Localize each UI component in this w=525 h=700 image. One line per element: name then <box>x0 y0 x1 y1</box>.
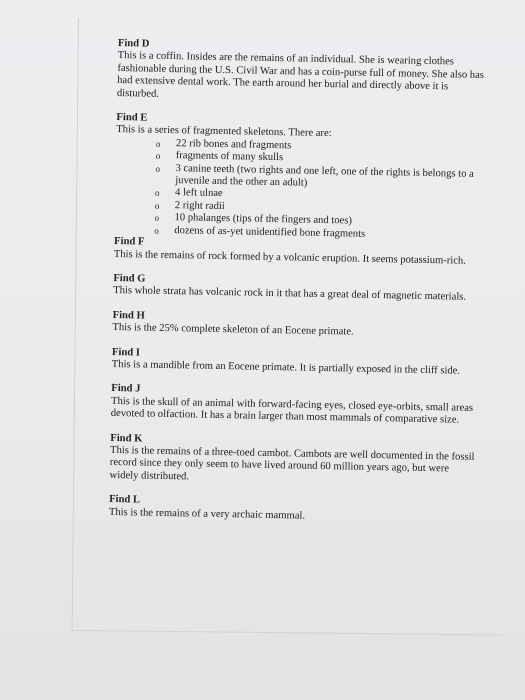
list-item-text: 10 phalanges (tips of the fingers and toes) <box>174 212 353 227</box>
find-e-entry <box>114 112 486 243</box>
list-item-text: 3 canine teeth (two rights and one left, one of the rights is belongs to a juvenile and the other an adult) <box>175 162 474 189</box>
find-h-entry <box>112 310 482 342</box>
find-l-entry <box>109 494 479 526</box>
bullet-icon: o <box>155 150 161 162</box>
find-g-description: This whole strata has volcanic rock in it that has a great deal of magnetic materials. <box>113 285 467 304</box>
bullet-icon: o <box>154 200 160 211</box>
bullet-icon: o <box>154 188 160 199</box>
find-e-description: This is a series of fragmented skeletons. There are: <box>116 124 332 140</box>
document-body <box>109 38 488 538</box>
bullet-icon: o <box>154 213 160 224</box>
find-i-entry <box>112 346 482 378</box>
find-e-heading: Find E <box>116 112 148 124</box>
find-h-heading: Find H <box>112 309 145 322</box>
find-i-heading: Find I <box>111 346 141 359</box>
list-item-text: 22 rib bones and fragments <box>175 137 292 152</box>
list-item-text: dozens of as-yet unidentified bone fragments <box>174 224 366 240</box>
find-l-description: This is the remains of a very archaic mammal. <box>108 506 306 522</box>
find-j-entry <box>111 383 482 427</box>
bullet-icon: o <box>155 138 161 149</box>
find-j-description: This is the skull of an animal with forward-facing eyes, closed eye-orbits, small areas devoted to olfaction. It has a brain larger than most mammals of comparative size. <box>110 395 474 426</box>
find-k-heading: Find K <box>110 432 143 445</box>
find-d-heading: Find D <box>117 38 150 50</box>
find-j-heading: Find J <box>111 383 141 395</box>
list-item-text: 2 right radii <box>174 199 225 212</box>
find-g-heading: Find G <box>113 272 146 285</box>
find-f-heading: Find F <box>113 236 145 248</box>
bullet-icon: o <box>155 163 161 174</box>
find-e-bone-list <box>154 138 486 244</box>
find-k-entry <box>109 432 480 489</box>
find-k-description: This is the remains of a three-toed cambot. Cambots are well documented in the fossil record since they only seem to have lived around 60 million years ago, but were widely distributed. <box>109 444 475 483</box>
bullet-icon: o <box>154 225 159 236</box>
find-l-heading: Find L <box>109 494 141 506</box>
find-d-entry <box>117 38 488 107</box>
list-item-text: fragments of many skulls <box>175 150 284 164</box>
find-d-description: This is a coffin. Insides are the remains of an individual. She is wearing clothes fashionable during the U.S. Civil War and has a coin-purse full of money. She also has had extensive dental work. The earth around her burial and directly above it is disturbed. <box>116 50 485 100</box>
find-i-description: This is a mandible from an Eocene primate. It is partially exposed in the cliff side. <box>111 358 461 377</box>
list-item-text: 4 left ulnae <box>174 187 223 200</box>
find-g-entry <box>113 273 483 305</box>
find-f-description: This is the remains of rock formed by a volcanic eruption. It seems potassium-rich. <box>113 248 467 267</box>
find-h-description: This is the 25% complete skeleton of an Eocene primate. <box>112 322 354 338</box>
